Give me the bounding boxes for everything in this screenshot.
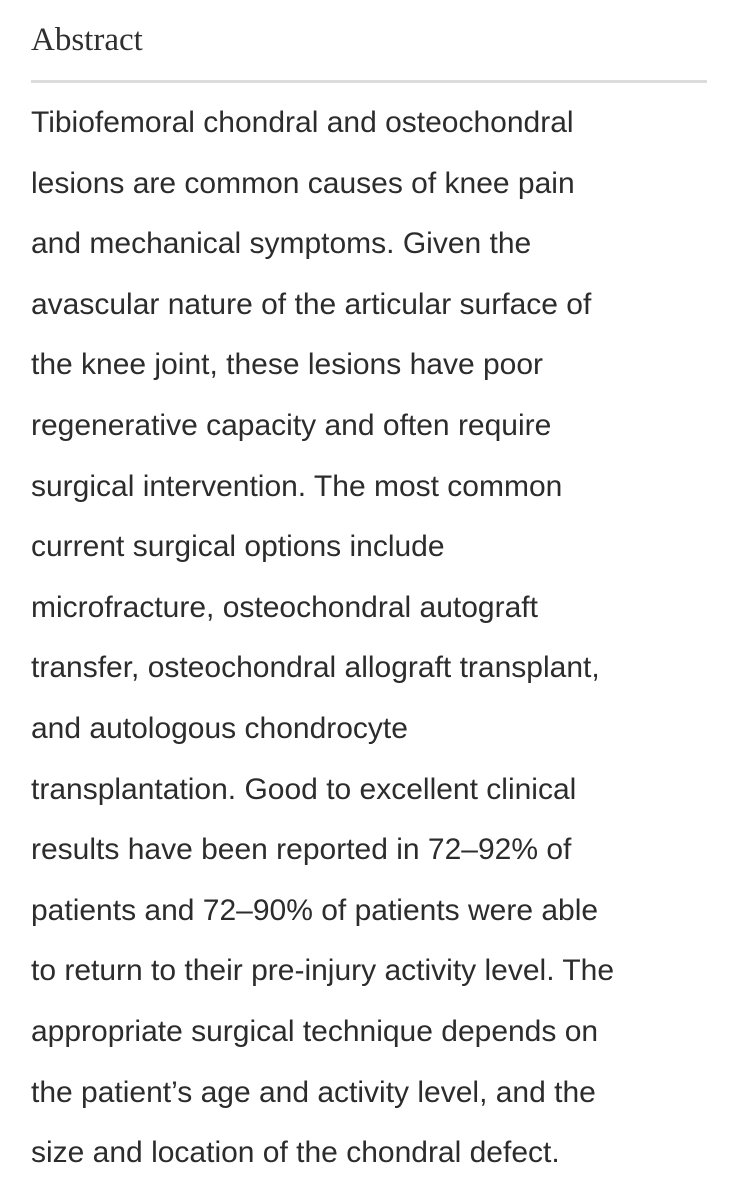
abstract-line: surgical intervention. The most common — [31, 469, 563, 503]
abstract-line: current surgical options include — [31, 530, 445, 564]
abstract-line: the patient’s age and activity level, and the — [31, 1075, 596, 1109]
abstract-line: microfracture, osteochondral autograft — [31, 590, 538, 624]
abstract-heading: Abstract — [31, 22, 143, 58]
abstract-line: patients and 72–90% of patients were able — [31, 893, 599, 927]
abstract-section — [31, 0, 707, 1184]
abstract-text — [31, 83, 707, 1184]
abstract-line: Tibiofemoral chondral and osteochondral — [31, 106, 574, 139]
abstract-line: and autologous chondrocyte — [31, 711, 408, 745]
abstract-line: results have been reported in 72–92% of — [31, 833, 572, 867]
abstract-line: and mechanical symptoms. Given the — [31, 227, 532, 261]
abstract-line: avascular nature of the articular surface of — [31, 287, 592, 321]
abstract-line: size and location of the chondral defect. — [31, 1136, 560, 1170]
abstract-line: regenerative capacity and often require — [31, 408, 552, 442]
abstract-line: lesions are common causes of knee pain — [31, 166, 575, 200]
abstract-line: appropriate surgical technique depends on — [31, 1014, 599, 1048]
abstract-line: transplantation. Good to excellent clinical — [31, 772, 577, 806]
abstract-line: transfer, osteochondral allograft transplant, — [31, 651, 600, 685]
abstract-line: to return to their pre-injury activity level. The — [31, 954, 615, 988]
abstract-line: the knee joint, these lesions have poor — [31, 348, 544, 382]
